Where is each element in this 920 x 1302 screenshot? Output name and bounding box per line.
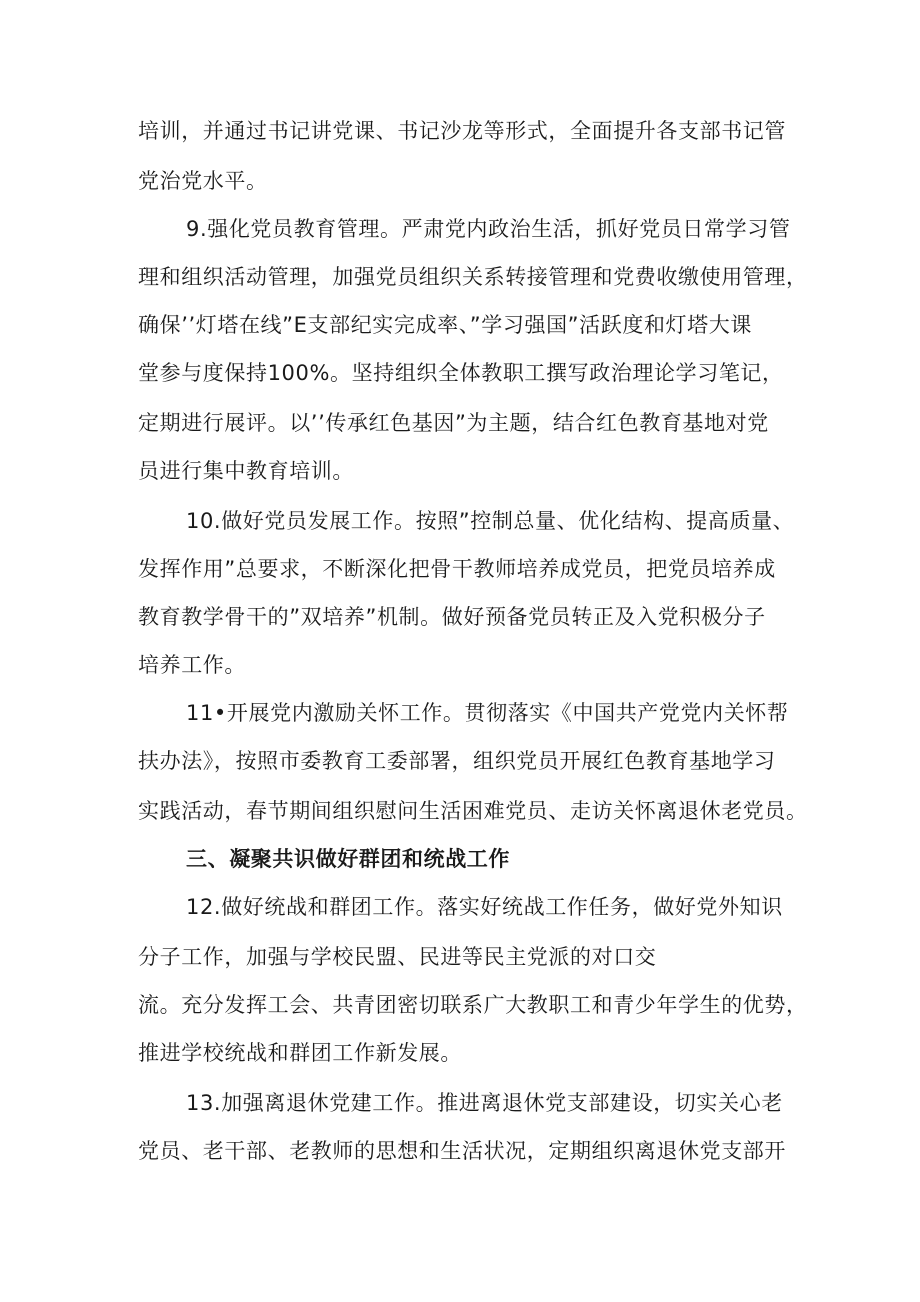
paragraph-line: 发挥作用”总要求，不断深化把骨干教师培养成党员，把党员培养成: [138, 557, 776, 581]
paragraph-line: 13.加强离退休党建工作。推进离退休党支部建设，切实关心老: [186, 1091, 783, 1115]
paragraph-line: 9.强化党员教育管理。严肃党内政治生活，抓好党员日常学习管: [186, 217, 791, 241]
paragraph-line: 教育教学骨干的”双培养”机制。做好预备党员转正及入党积极分子: [138, 605, 766, 629]
paragraph-line: 培养工作。: [138, 653, 246, 677]
paragraph-line: 实践活动，春节期间组织慰问生活困难党员、走访关怀离退休老党员。: [138, 799, 808, 823]
paragraph-line: 分子工作，加强与学校民盟、民进等民主党派的对口交: [138, 945, 657, 969]
paragraph-line: 11•开展党内激励关怀工作。贯彻落实《中国共产党党内关怀帮: [186, 701, 789, 725]
paragraph-line: 确保’’灯塔在线”E支部纪实完成率、”学习强国”活跃度和灯塔大课: [138, 313, 752, 337]
paragraph-line: 推进学校统战和群团工作新发展。: [138, 1041, 462, 1065]
paragraph-line: 流。充分发挥工会、共青团密切联系广大教职工和青少年学生的优势，: [138, 993, 808, 1017]
section-heading: 三、凝聚共识做好群团和统战工作: [186, 847, 510, 871]
paragraph-line: 党治党水平。: [138, 169, 268, 193]
paragraph-line: 培训，并通过书记讲党课、书记沙龙等形式，全面提升各支部书记管: [138, 119, 786, 143]
paragraph-line: 员进行集中教育培训。: [138, 459, 354, 483]
paragraph-line: 扶办法》，按照市委教育工委部署，组织党员开展红色教育基地学习: [138, 749, 776, 773]
paragraph-line: 10.做好党员发展工作。按照”控制总量、优化结构、提高质量、: [186, 509, 795, 533]
paragraph-line: 党员、老干部、老教师的思想和生活状况，定期组织离退休党支部开: [138, 1139, 786, 1163]
paragraph-line: 理和组织活动管理，加强党员组织关系转接管理和党费收缴使用管理，: [138, 265, 808, 289]
paragraph-line: 12.做好统战和群团工作。落实好统战工作任务，做好党外知识: [186, 895, 783, 919]
paragraph-line: 堂参与度保持100%。坚持组织全体教职工撰写政治理论学习笔记，: [138, 361, 784, 385]
paragraph-line: 定期进行展评。以’’传承红色基因”为主题，结合红色教育基地对党: [138, 411, 769, 435]
